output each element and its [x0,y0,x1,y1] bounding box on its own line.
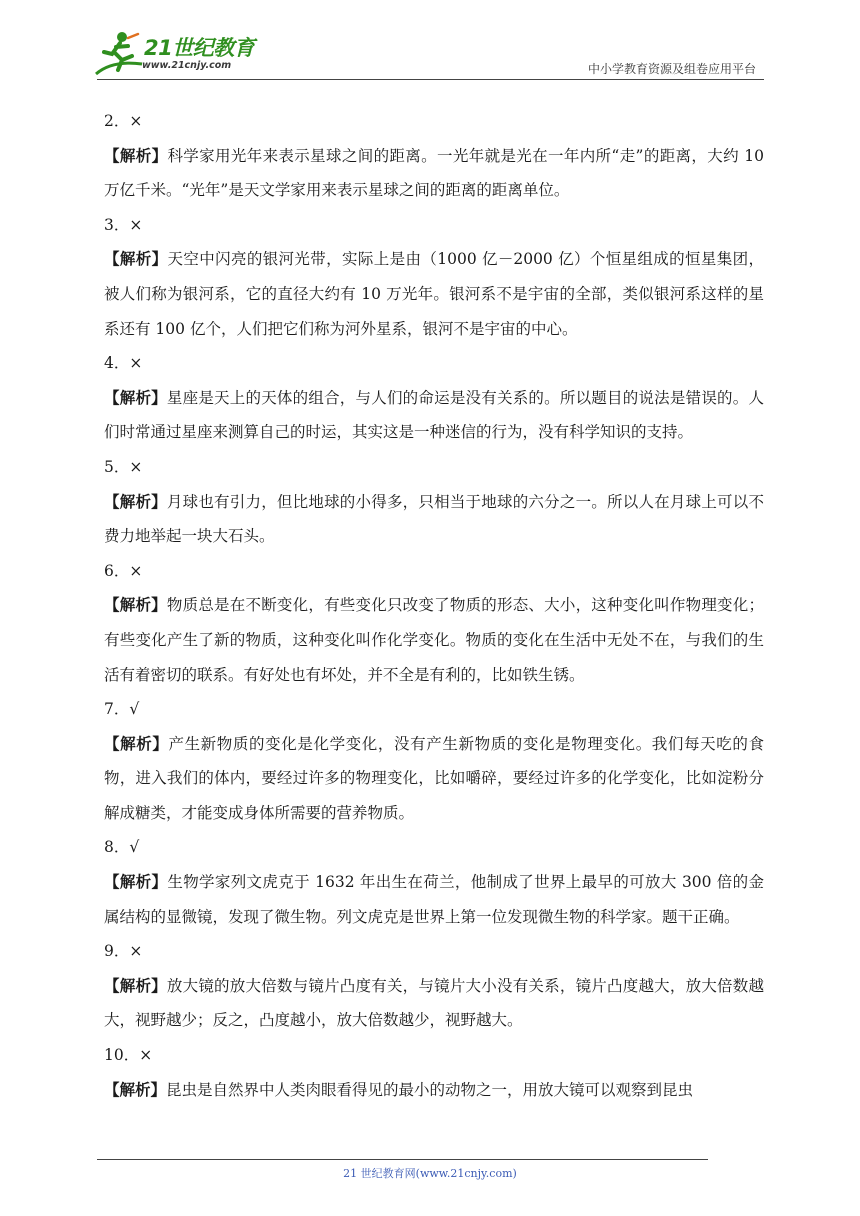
answer-number: 10．× [104,1046,153,1065]
page-header [0,0,860,84]
explanation-tag: 【解析】 [104,145,168,165]
answer-explanation [104,242,764,346]
explanation-tag: 【解析】 [104,249,168,269]
answer-number: 9．× [104,942,143,961]
explanation-tag: 【解析】 [104,1079,167,1099]
answer-number: 2．× [104,112,143,130]
answer-number: 7．√ [104,700,140,719]
explanation-tag: 【解析】 [104,491,167,511]
explanation-text: 月球也有引力，但比地球的小得多，只相当于地球的六分之一。所以人在月球上可以不费力地举起一块大石头。 [104,492,764,546]
footer-divider [97,1159,708,1160]
explanation-text: 生物学家列文虎克于 1632 年出生在荷兰，他制成了世界上最早的可放大 300 倍的金属结构的显微镜，发现了微生物。列文虎克是世界上第一位发现微生物的科学家。题干正确。 [104,873,764,926]
answer-number: 3．× [104,215,143,234]
answer-explanation [104,485,764,554]
running-figure-icon [92,30,146,78]
explanation-tag: 【解析】 [104,733,169,753]
platform-name: 中小学教育资源及组卷应用平台 [587,62,756,76]
answer-explanation [104,969,764,1038]
footer-source: 21 世纪教育网(www.21cnjy.com) [343,1167,517,1180]
answer-explanation [104,139,764,208]
logo-url: www.21cnjy.com [142,60,232,71]
answer-number: 8．√ [104,838,140,857]
explanation-tag: 【解析】 [104,975,167,995]
explanation-text: 科学家用光年来表示星球之间的距离。一光年就是光在一年内所“走”的距离，大约 10 万亿千米。“光年”是天文学家用来表示星球之间的距离的距离单位。 [104,146,764,200]
answer-number: 6．× [104,561,143,580]
answer-explanation [104,727,764,831]
explanation-text: 星座是天上的天体的组合，与人们的命运是没有关系的。所以题目的说法是错误的。人们时常通过星座来测算自己的时运，其实这是一种迷信的行为，没有科学知识的支持。 [104,388,764,442]
explanation-text: 物质总是在不断变化，有些变化只改变了物质的形态、大小，这种变化叫作物理变化；有些变化产生了新的物质，这种变化叫作化学变化。物质的变化在生活中无处不在，与我们的生活有着密切的联系。有好处也有坏处，并不全是有利的，比如铁生锈。 [104,596,764,684]
answer-number: 4．× [104,354,143,373]
explanation-text: 天空中闪亮的银河光带，实际上是由（1000 亿－2000 亿）个恒星组成的恒星集团，被人们称为银河系，它的直径大约有 10 万光年。银河系不是宇宙的全部，类似银河系这样的星系还有 100 亿个，人们把它们称为河外星系，银河不是宇宙的中心。 [104,250,764,338]
answer-explanation [104,865,764,934]
logo-text: 21世纪教育 [144,36,255,60]
explanation-tag: 【解析】 [104,595,167,615]
explanation-tag: 【解析】 [104,872,168,892]
explanation-text: 产生新物质的变化是化学变化，没有产生新物质的变化是物理变化。我们每天吃的食物，进入我们的体内，要经过许多的物理变化，比如嚼碎，要经过许多的化学变化，比如淀粉分解成糖类，才能变成身体所需要的营养物质。 [104,734,764,822]
answer-content [104,104,764,1107]
header-divider [97,79,764,80]
explanation-tag: 【解析】 [104,387,167,407]
answer-number: 5．× [104,457,143,476]
answer-explanation [104,1073,764,1108]
explanation-text: 放大镜的放大倍数与镜片凸度有关，与镜片大小没有关系，镜片凸度越大，放大倍数越大，视野越少；反之，凸度越小，放大倍数越少，视野越大。 [104,976,764,1030]
explanation-text: 昆虫是自然界中人类肉眼看得见的最小的动物之一，用放大镜可以观察到昆虫 [166,1080,694,1099]
answer-explanation [104,381,764,450]
site-logo [92,30,272,82]
answer-explanation [104,588,764,692]
